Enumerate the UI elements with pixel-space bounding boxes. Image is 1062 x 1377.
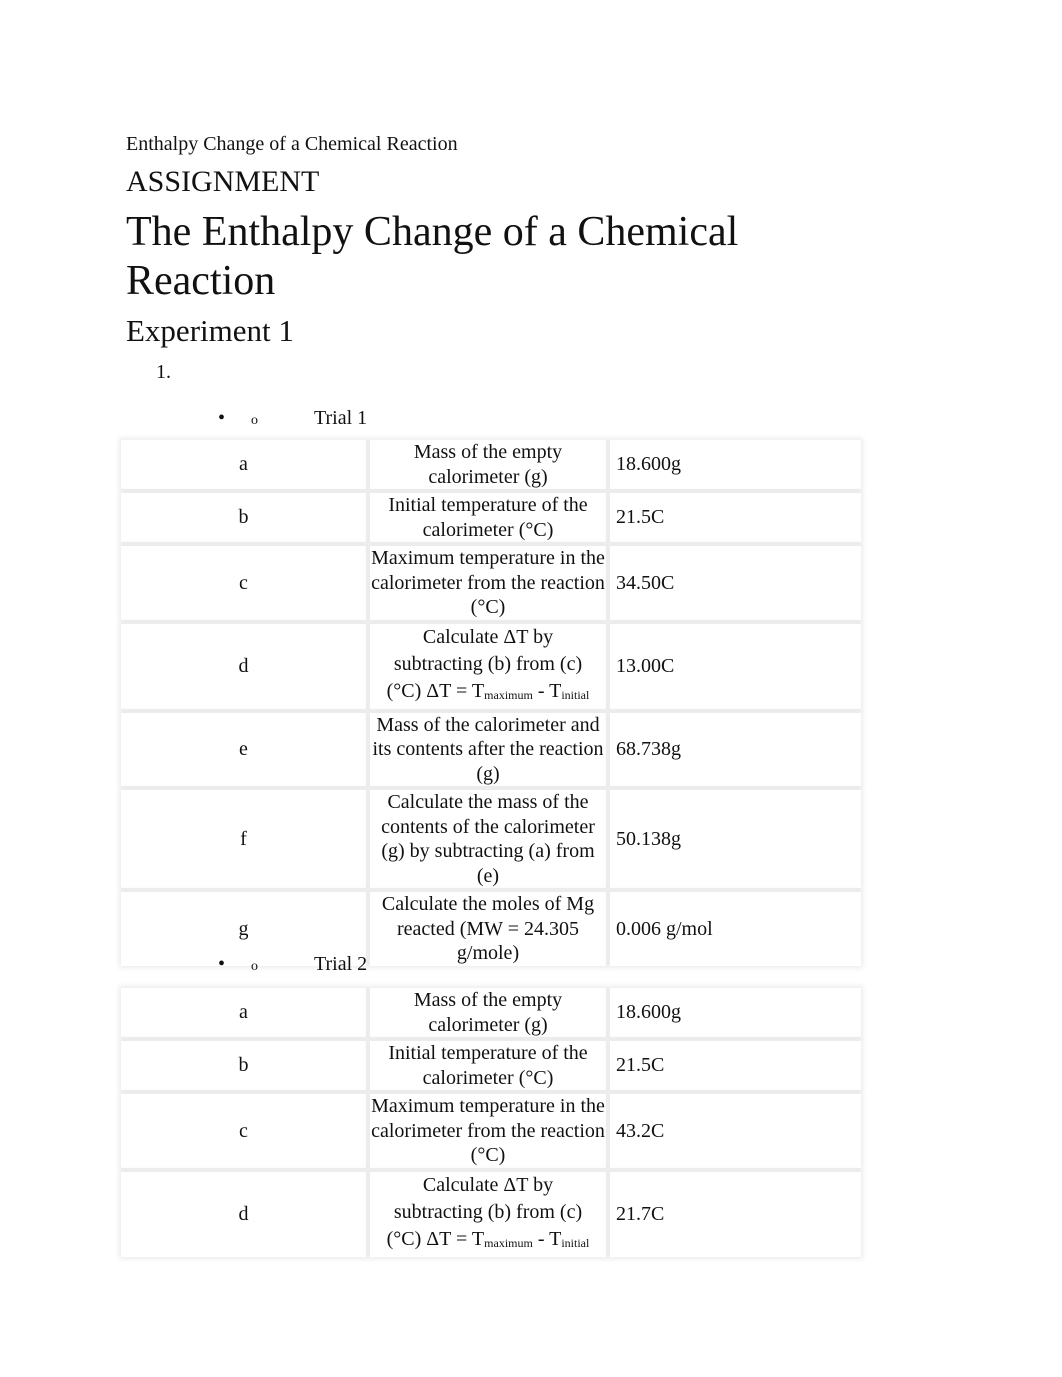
row-key: c <box>121 1094 366 1168</box>
page-title: The Enthalpy Change of a Chemical Reaction <box>126 209 739 304</box>
row-description: Maximum temperature in the calorimeter from the reaction (°C) <box>371 547 605 618</box>
row-key: b <box>121 493 366 542</box>
row-value: 50.138g <box>610 790 861 888</box>
table-row <box>121 440 861 489</box>
row-key: e <box>121 713 366 787</box>
table-row <box>121 988 861 1037</box>
table-row <box>121 713 861 787</box>
desc-line: - T <box>532 1227 562 1250</box>
desc-line: - T <box>532 679 562 702</box>
desc-line: (°C) ΔT = T <box>386 1227 485 1250</box>
row-key: b <box>121 1041 366 1090</box>
assignment-label: ASSIGNMENT <box>126 165 320 198</box>
row-value: 34.50C <box>610 546 861 620</box>
trial-label: Trial 2 <box>314 953 368 975</box>
row-value: 13.00C <box>610 624 861 709</box>
table-row <box>121 624 861 709</box>
subscript: initial <box>561 687 590 702</box>
row-key: d <box>121 624 366 709</box>
row-key: f <box>121 790 366 888</box>
row-value: 43.2C <box>610 1094 861 1168</box>
row-value: 21.7C <box>610 1172 861 1257</box>
row-value: 21.5C <box>610 493 861 542</box>
desc-line: Calculate ΔT by <box>422 1173 554 1196</box>
row-value: 0.006 g/mol <box>610 892 861 966</box>
list-number: 1. <box>156 361 171 383</box>
table-row <box>121 1172 861 1257</box>
desc-line: Calculate ΔT by <box>422 625 554 648</box>
row-description: Mass of the empty calorimeter (g) <box>370 440 606 489</box>
row-description <box>370 1172 606 1257</box>
desc-line: subtracting (b) from (c) <box>393 652 583 675</box>
sub-bullet-icon: o <box>251 959 258 974</box>
trial-2-table <box>117 984 865 1261</box>
row-key: d <box>121 1172 366 1257</box>
document-header: Enthalpy Change of a Chemical Reaction <box>126 133 458 155</box>
subscript: maximum <box>484 1235 533 1250</box>
row-description: Calculate the moles of Mg reacted (MW = 24.305 g/mole) <box>370 892 606 966</box>
row-description: Mass of the calorimeter and its contents after the reaction (g) <box>370 713 606 787</box>
row-key: a <box>121 440 366 489</box>
sub-bullet-icon: o <box>251 413 258 428</box>
table-row <box>121 546 861 620</box>
table-row <box>121 790 861 888</box>
table-row <box>121 493 861 542</box>
row-description: Mass of the empty calorimeter (g) <box>370 988 606 1037</box>
bullet-icon: • <box>218 407 226 429</box>
subscript: maximum <box>484 687 533 702</box>
row-value: 68.738g <box>610 713 861 787</box>
row-key: a <box>121 988 366 1037</box>
trial-label: Trial 1 <box>314 407 368 429</box>
row-value: 18.600g <box>610 440 861 489</box>
row-value: 21.5C <box>610 1041 861 1090</box>
bullet-icon: • <box>218 953 226 975</box>
table-row <box>121 1094 861 1168</box>
row-description <box>370 624 606 709</box>
desc-line: subtracting (b) from (c) <box>393 1200 583 1223</box>
row-description: Maximum temperature in the calorimeter from the reaction (°C) <box>371 1095 605 1166</box>
row-value: 18.600g <box>610 988 861 1037</box>
row-description: Initial temperature of the calorimeter (°C) <box>370 493 606 542</box>
table-row <box>121 1041 861 1090</box>
desc-line: (°C) ΔT = T <box>386 679 485 702</box>
row-description: Calculate the mass of the contents of the calorimeter (g) by subtracting (a) from (e) <box>370 790 606 888</box>
row-description: Initial temperature of the calorimeter (°C) <box>370 1041 606 1090</box>
table-row <box>121 892 861 966</box>
row-key: c <box>121 546 366 620</box>
experiment-heading: Experiment 1 <box>126 313 294 348</box>
trial-1-table <box>117 436 865 970</box>
row-key: g <box>121 892 366 966</box>
subscript: initial <box>561 1235 590 1250</box>
